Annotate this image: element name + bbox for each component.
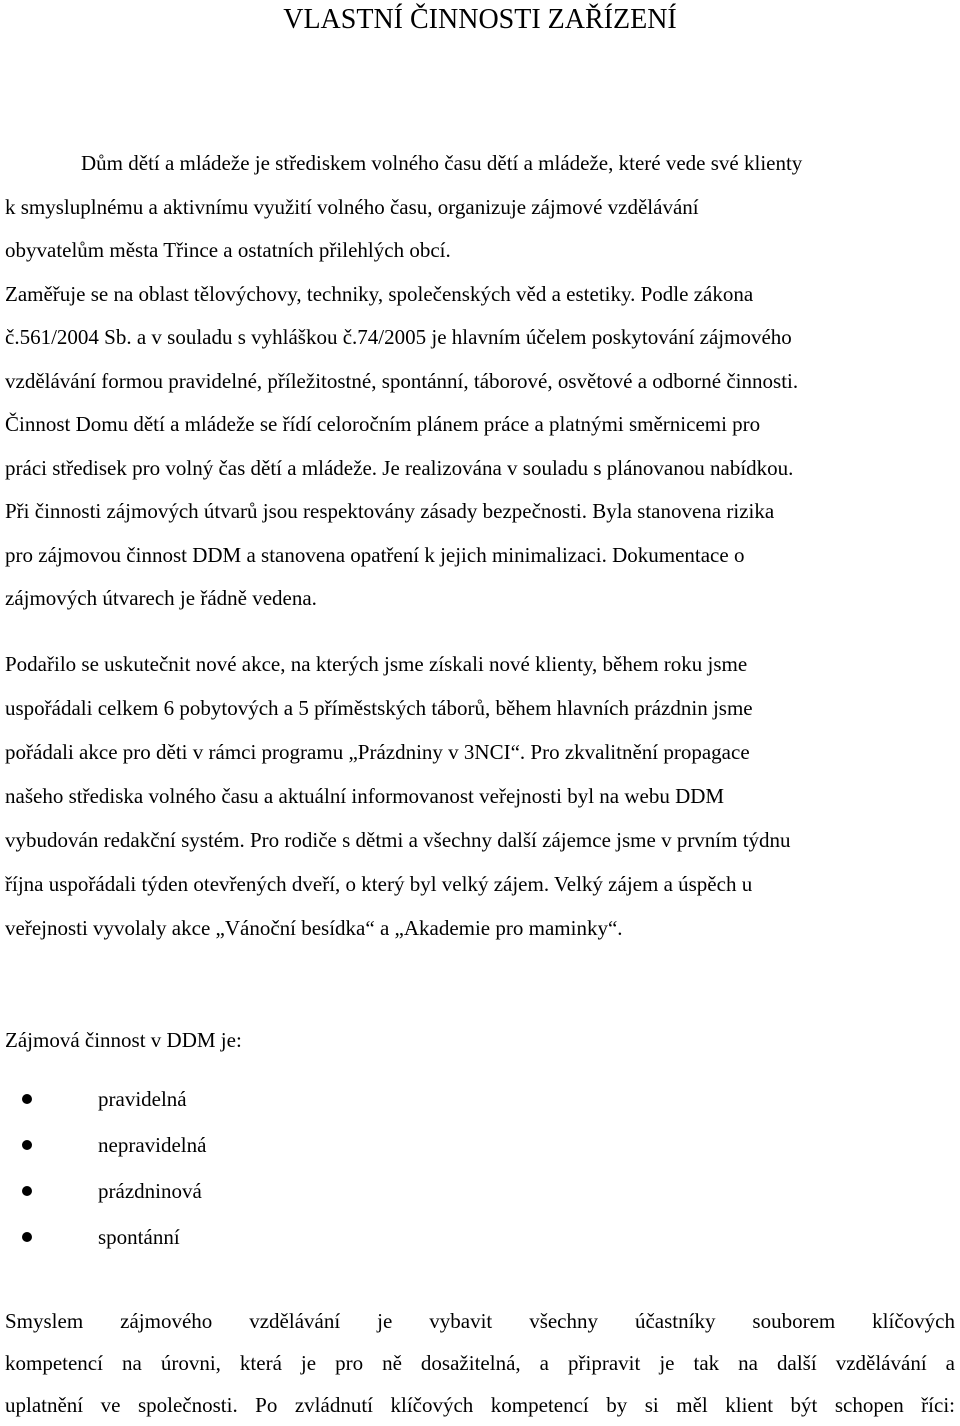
list-intro: Zájmová činnost v DDM je: bbox=[5, 1028, 242, 1052]
text-line: Smyslem zájmového vzdělávání je vybavit všechny účastníky souborem klíčových bbox=[5, 1309, 955, 1333]
text-line: práci středisek pro volný čas dětí a mládeže. Je realizována v souladu s plánovanou nabídkou. bbox=[5, 455, 794, 480]
text-line: Při činnosti zájmových útvarů jsou respektovány zásady bezpečnosti. Byla stanovena rizika bbox=[5, 499, 775, 523]
paragraph-events bbox=[5, 642, 955, 950]
text-line: pořádali akce pro děti v rámci programu „Prázdniny v 3NCI“. Pro zkvalitnění propagace bbox=[5, 740, 750, 764]
text-line: uplatnění ve společnosti. Po zvládnutí klíčových kompetencí by si měl klient být schopen říci: bbox=[5, 1393, 955, 1417]
list-item-label: nepravidelná bbox=[98, 1133, 207, 1157]
text-line: veřejnosti vyvolaly akce „Vánoční besídka“ a „Akademie pro maminky“. bbox=[5, 916, 623, 940]
text-line: vybudován redakční systém. Pro rodiče s dětmi a všechny další zájemce jsme v prvním týdnu bbox=[5, 828, 791, 852]
text-line: zájmových útvarech je řádně vedena. bbox=[5, 586, 317, 610]
page-title: VLASTNÍ ČINNOSTI ZAŘÍZENÍ bbox=[283, 4, 677, 35]
text-line: č.561/2004 Sb. a v souladu s vyhláškou č.74/2005 je hlavním účelem poskytování zájmového bbox=[5, 325, 792, 349]
list-item bbox=[0, 1214, 206, 1260]
text-line: kompetencí na úrovni, která je pro ně dosažitelná, a připravit je tak na další vzdělávání a bbox=[5, 1351, 955, 1375]
text-line: pro zájmovou činnost DDM a stanovena opatření k jejich minimalizaci. Dokumentace o bbox=[5, 542, 745, 567]
list-item-label: prázdninová bbox=[98, 1179, 202, 1203]
text-line: uspořádali celkem 6 pobytových a 5 příměstských táborů, během hlavních prázdnin jsme bbox=[5, 696, 753, 720]
list-item bbox=[0, 1076, 206, 1122]
paragraph-about bbox=[5, 142, 955, 621]
text-line: našeho střediska volného času a aktuální informovanost veřejnosti byl na webu DDM bbox=[5, 784, 725, 808]
text-line: Činnost Domu dětí a mládeže se řídí celoročním plánem práce a platnými směrnicemi pro bbox=[5, 412, 761, 436]
text-line: vzdělávání formou pravidelné, příležitostné, spontánní, táborové, osvětové a odborné činnosti. bbox=[5, 368, 799, 393]
list-item bbox=[0, 1122, 206, 1168]
paragraph-purpose bbox=[5, 1300, 955, 1426]
text-line: Podařilo se uskutečnit nové akce, na kterých jsme získali nové klienty, během roku jsme bbox=[5, 652, 748, 676]
bullet-icon bbox=[22, 1094, 32, 1104]
text-line: října uspořádali týden otevřených dveří, o který byl velký zájem. Velký zájem a úspěch u bbox=[5, 872, 753, 896]
list-item-label: spontánní bbox=[98, 1225, 180, 1249]
list-item-label: pravidelná bbox=[98, 1087, 187, 1111]
list-item bbox=[0, 1168, 206, 1214]
text-line: Zaměřuje se na oblast tělovýchovy, techniky, společenských věd a estetiky. Podle zákona bbox=[5, 281, 754, 306]
bullet-icon bbox=[22, 1232, 32, 1242]
text-line: obyvatelům města Třince a ostatních přilehlých obcí. bbox=[5, 238, 451, 262]
bullet-icon bbox=[22, 1186, 32, 1196]
text-line: k smysluplnému a aktivnímu využití volného času, organizuje zájmové vzdělávání bbox=[5, 194, 699, 219]
text-line: Dům dětí a mládeže je střediskem volného času dětí a mládeže, které vede své klienty bbox=[81, 151, 803, 175]
activity-type-list bbox=[0, 1076, 206, 1260]
bullet-icon bbox=[22, 1140, 32, 1150]
